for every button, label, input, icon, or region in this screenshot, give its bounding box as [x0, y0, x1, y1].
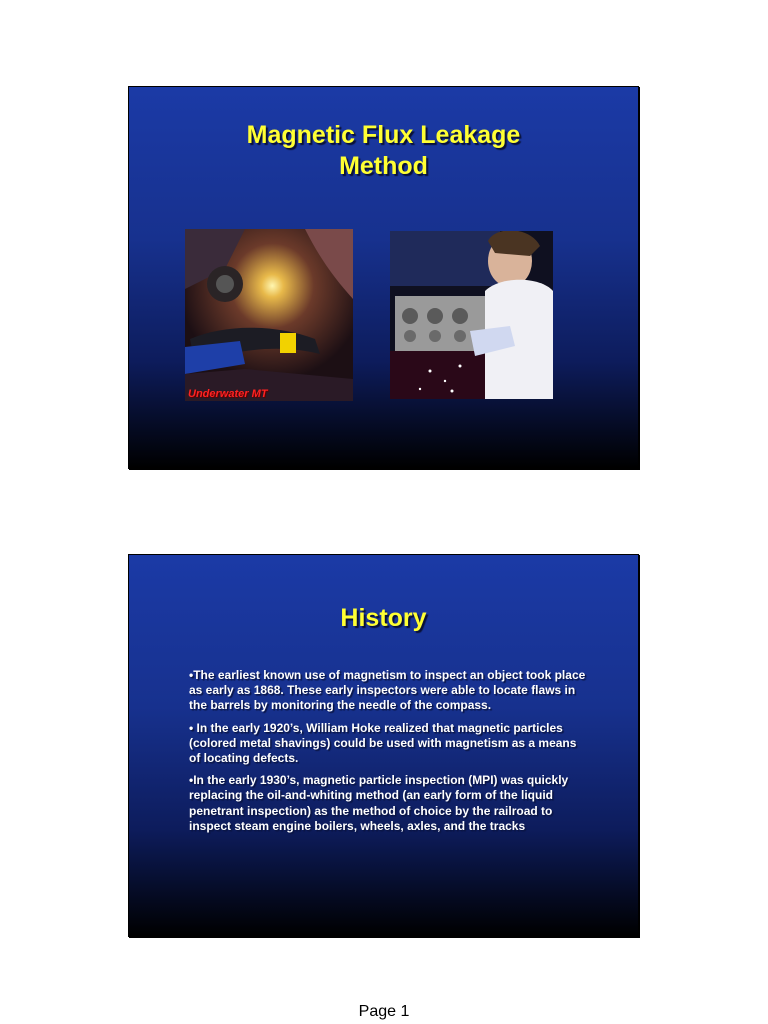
engine-block-inspection-photo — [390, 231, 553, 399]
bullet-item: •In the early 1930’s, magnetic particle inspection (MPI) was quickly replacing the oil-and-whiting method (an early form of the liquid penetrant inspection) as the method of choice by the railroad to inspect steam engine boilers, wheels, axles, and the tracks — [189, 773, 569, 833]
slide-magnetic-flux-leakage — [128, 86, 639, 469]
slide-title-line-2: Method — [339, 152, 428, 180]
bullet-item: • In the early 1920’s, William Hoke realized that magnetic particles (colored metal shavings) could be used with magnetism as a means of locating defects. — [189, 720, 577, 766]
slide-title: History — [340, 604, 427, 632]
page-number: Page 1 — [358, 1003, 410, 1020]
slide-title-line-1: Magnetic Flux Leakage — [246, 121, 521, 149]
photo-caption: Underwater MT — [188, 388, 268, 400]
bullet-item: •The earliest known use of magnetism to inspect an object took place as early as 1868. These early inspectors were able to locate flaws in the barrels by monitoring the needle of the compass. — [189, 668, 586, 713]
underwater-inspection-photo — [185, 229, 353, 401]
slide-title — [129, 120, 638, 182]
bullet-list — [189, 668, 589, 841]
slide-history — [128, 554, 639, 937]
